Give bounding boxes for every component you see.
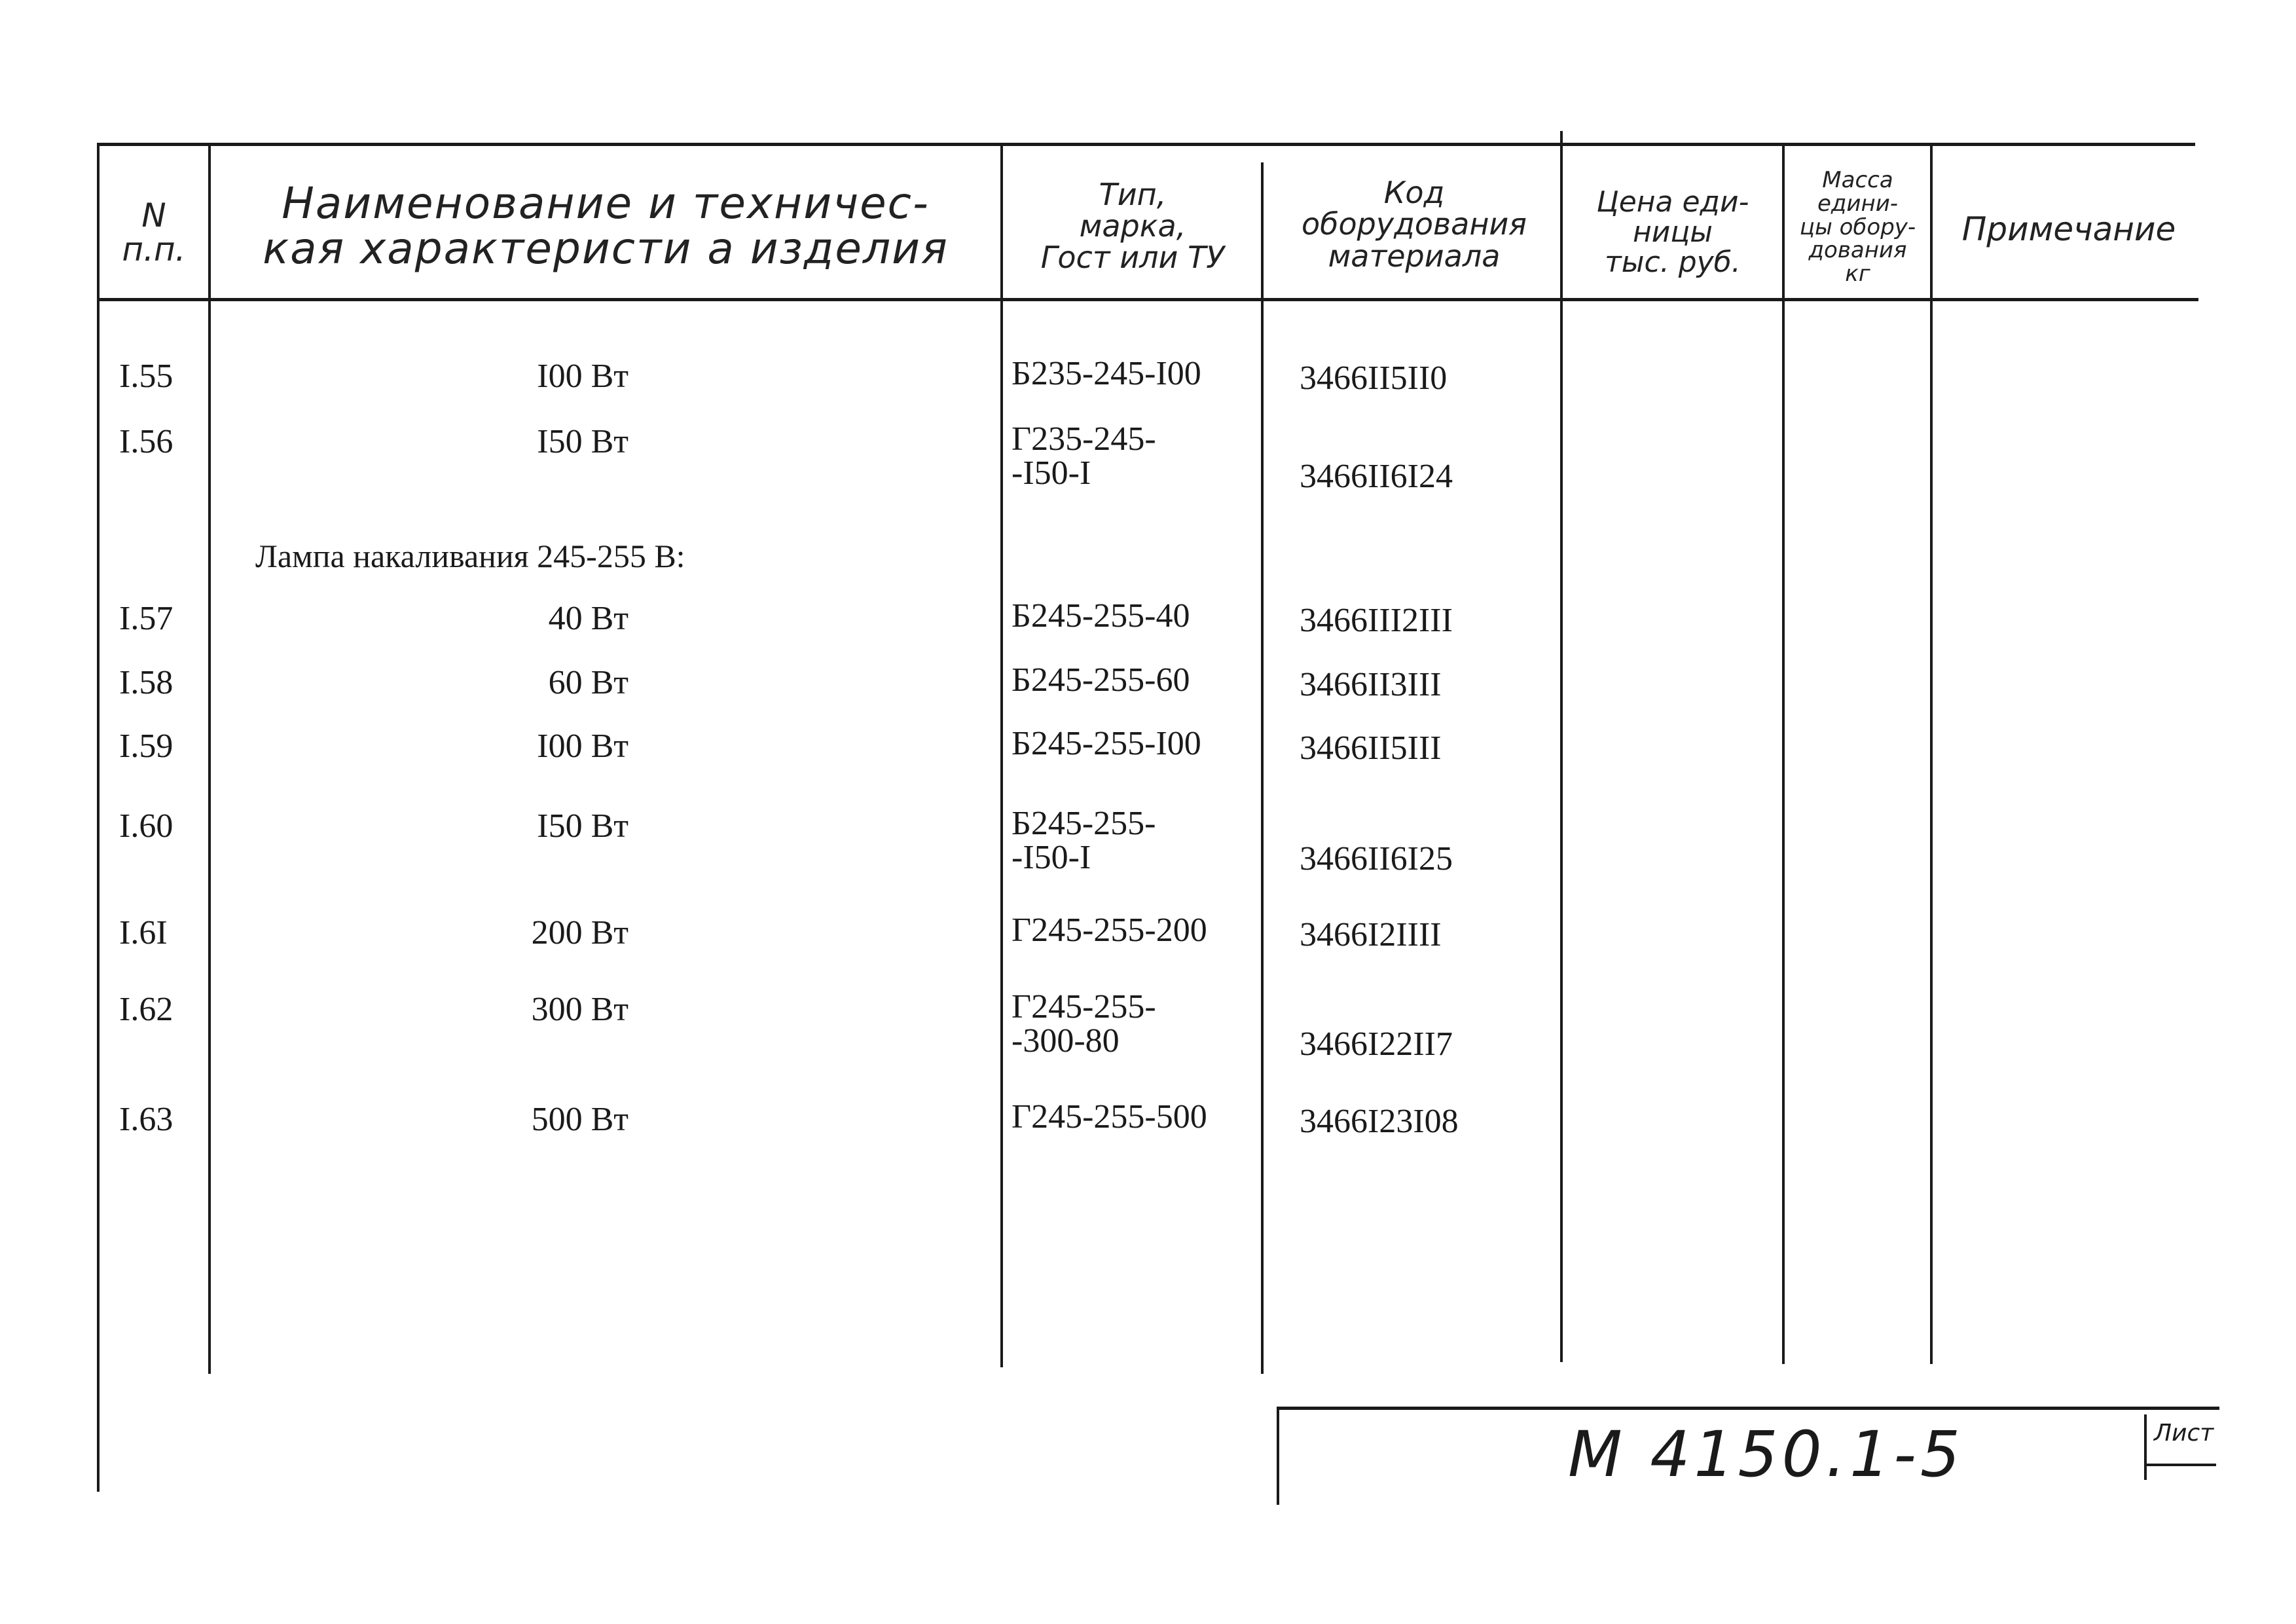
row-number: I.57 [119,600,173,637]
row-type: Б235-245-I00 [1011,355,1201,392]
row-number: I.56 [119,423,173,460]
row-name: 200 Вт [531,914,629,951]
row-number: I.6I [119,914,168,951]
col-divider-type [1261,162,1264,1374]
row-name: 60 Вт [548,664,629,701]
row-code: 3466I22II7 [1300,1025,1453,1063]
header-type: Тип, марка, Гост или ТУ [1040,176,1225,276]
row-number: I.55 [119,358,173,395]
sheet-label-left-rule [2144,1414,2147,1480]
row-number: I.62 [119,991,173,1028]
sheet-label-rule [2144,1464,2216,1466]
row-code: 3466III2III [1300,602,1453,639]
section-heading: Лампа накаливания 245-255 В: [255,538,685,574]
row-number: I.60 [119,807,173,845]
row-code: 3466I2IIII [1300,916,1442,953]
title-block-top-rule [1277,1407,2219,1410]
col-divider-price [1782,143,1785,1364]
row-name: 500 Вт [531,1101,629,1138]
row-code: 3466I23I08 [1300,1103,1459,1140]
row-type: Б245-255- -I50-I [1011,805,1156,876]
sheet-label: Лист [2154,1420,2214,1447]
row-code: 3466II6I25 [1300,840,1453,877]
row-name: I50 Вт [537,807,629,845]
row-name: I00 Вт [537,358,629,395]
row-code: 3466II5II0 [1300,360,1448,397]
row-type: Б245-255-60 [1011,661,1190,699]
row-type: Б245-255-I00 [1011,725,1201,762]
row-type: Б245-255-40 [1011,597,1190,635]
col-divider-code [1560,131,1563,1362]
row-code: 3466II3III [1300,666,1442,703]
header-price: Цена еди- ницы тыс. руб. [1596,185,1749,280]
row-name: 40 Вт [548,600,629,637]
row-type: Г245-255-500 [1011,1098,1207,1135]
row-code: 3466II5III [1300,729,1442,767]
header-name: Наименование и техничес- кая характеристи а изделия [263,177,949,274]
table-top-rule [97,143,2195,146]
row-number: I.63 [119,1101,173,1138]
header-note: Примечание [1961,210,2176,248]
row-type: Г245-255- -300-80 [1011,988,1156,1060]
row-type: Г235-245- -I50-I [1011,420,1156,492]
header-code: Код оборудования материала [1302,175,1527,274]
title-block-left-rule [1277,1407,1279,1505]
col-divider-number [208,143,211,1374]
col-divider-mass [1930,143,1933,1364]
row-code: 3466II6I24 [1300,458,1453,495]
header-number: N п.п. [122,196,186,268]
table-left-rule [97,143,100,1492]
row-name: I00 Вт [537,728,629,765]
row-number: I.58 [119,664,173,701]
col-divider-name [1000,143,1003,1367]
row-number: I.59 [119,728,173,765]
row-type: Г245-255-200 [1011,912,1207,949]
row-name: 300 Вт [531,991,629,1028]
row-name: I50 Вт [537,423,629,460]
header-mass: Масса едини- цы обору- дования кг [1799,167,1916,287]
document-designation: М 4150.1-5 [1568,1418,1964,1491]
